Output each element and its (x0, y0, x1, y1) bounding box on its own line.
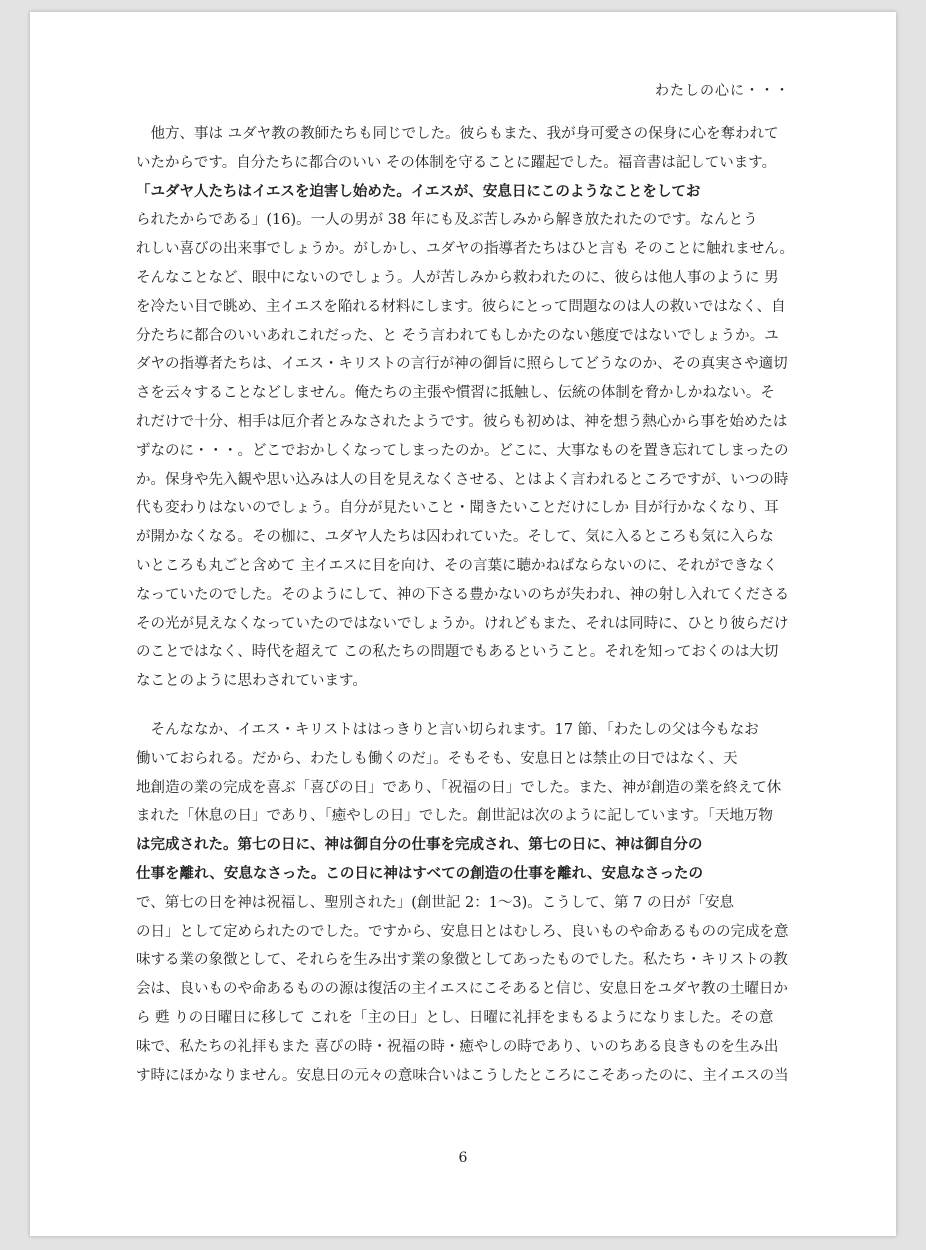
text-line: れしい喜びの出来事でしょうか。がしかし、ユダヤの指導者たちはひと言も そのことに触れません。 (136, 241, 794, 258)
document-page (30, 12, 896, 1236)
text-line: 味する業の象徴として、それらを生み出す業の象徴としてあったものでした。私たち・キリストの教 (136, 952, 788, 969)
text-line: そんなことなど、眼中にないのでしょう。人が苦しみから救われたのに、彼らは他人事のように 男 (136, 269, 779, 286)
text-line: なっていたのでした。そのようにして、神の下さる豊かないのちが失われ、神の射し入れてくださる (136, 586, 790, 603)
text-line: 他方、事は ユダヤ教の教師たちも同じでした。彼らもまた、我が身可愛さの保身に心を奪われて (136, 126, 779, 142)
text-line: まれた「休息の日」であり、「癒やしの日」でした。創世記は次のように記しています。「天地万物 (136, 808, 773, 825)
text-line: いたからです。自分たちに都合のいい その体制を守ることに躍起でした。福音書は記しています。 (136, 154, 777, 171)
text-line: さを云々することなどしません。俺たちの主張や慣習に抵触し、伝統の体制を脅かしかねない。そ (136, 385, 775, 402)
running-header: わたしの心に・・・ (655, 83, 790, 99)
text-line: が開かなくなる。その枷に、ユダヤ人たちは囚われていた。そして、気に入るところも気に入らな (136, 529, 774, 546)
text-line: 会は、良いものや命あるものの源は復活の主イエスにこそあると信じ、安息日をユダヤ教の土曜日か (136, 981, 788, 998)
text-line: 代も変わりはないのでしょう。自分が見たいこと・聞きたいことだけにしか 目が行かなくなり、耳 (136, 500, 779, 517)
text-line: す時にほかなりません。安息日の元々の意味合いはこうしたところにこそあったのに、主イエスの当 (136, 1067, 789, 1084)
text-line: いところも丸ごと含めて 主イエスに目を向け、その言葉に聴かねばならないのに、それができなく (136, 557, 778, 574)
text-line: 味で、私たちの礼拝もまた 喜びの時・祝福の時・癒やしの時であり、いのちある良きものを生み出 (136, 1038, 779, 1055)
text-line: なことのように思わされています。 (136, 673, 367, 690)
paragraph (136, 120, 796, 696)
text-line: れだけで十分、相手は厄介者とみなされたようです。彼らも初めは、神を想う熱心から事を始めたは (136, 413, 788, 430)
text-line: そんななか、イエス・キリストははっきりと言い切られます。17 節、「わたしの父は今もなお (136, 721, 759, 738)
text-line: を冷たい目で眺め、主イエスを陥れる材料にします。彼らにとって問題なのは人の救いではなく、自 (136, 298, 786, 315)
text-line: 分たちに都合のいいあれこれだった、と そう言われてもしかたのない態度ではないでしょうか。ユ (136, 327, 779, 344)
text-line: ダヤの指導者たちは、イエス・キリストの言行が神の御旨に照らしてどうなのか、その真実さや適切 (136, 356, 788, 373)
paragraph-gap (136, 696, 796, 716)
text-line: か。保身や先入観や思い込みは人の目を見えなくさせる、とはよく言われるところですが、いつの時 (136, 471, 789, 488)
text-line: 「ユダヤ人たちはイエスを迫害し始めた。イエスが、安息日にこのようなことをしてお (136, 182, 701, 200)
text-line: の日」として定められたのでした。ですから、安息日とはむしろ、良いものや命あるものの完成を意 (136, 923, 789, 940)
text-line: のことではなく、時代を超えて この私たちの問題でもあるということ。それを知っておくのは大切 (136, 644, 779, 661)
text-line: ら 甦 りの日曜日に移して これを「主の日」とし、日曜に礼拝をまもるようになりました。その意 (136, 1009, 774, 1026)
text-line: ずなのに・・・。どこでおかしくなってしまったのか。どこに、大事なものを置き忘れてしまったの (136, 442, 789, 459)
text-line: は完成された。第七の日に、神は御自分の仕事を完成され、第七の日に、神は御自分の (136, 836, 703, 854)
body-text (136, 120, 796, 1090)
text-line: られたからである」(16)。一人の男が 38 年にも及ぶ苦しみから解き放たれたのです。なんとう (136, 212, 758, 229)
text-line: で、第七の日を神は祝福し、聖別された」(創世記 2：1〜3)。こうして、第 7 の日が「安息 (136, 894, 734, 911)
text-line: 仕事を離れ、安息なさった。この日に神はすべての創造の仕事を離れ、安息なさったの (136, 864, 703, 882)
text-line: その光が見えなくなっていたのではないでしょうか。けれどもまた、それは同時に、ひとり彼らだけ (136, 615, 789, 632)
text-line: 地創造の業の完成を喜ぶ「喜びの日」であり、「祝福の日」でした。また、神が創造の業を終えて休 (136, 779, 782, 796)
paragraph (136, 716, 796, 1090)
text-line: 働いておられる。だから、わたしも働くのだ」。そもそも、安息日とは禁止の日ではなく、天 (136, 750, 738, 767)
page-number: 6 (458, 1150, 468, 1166)
